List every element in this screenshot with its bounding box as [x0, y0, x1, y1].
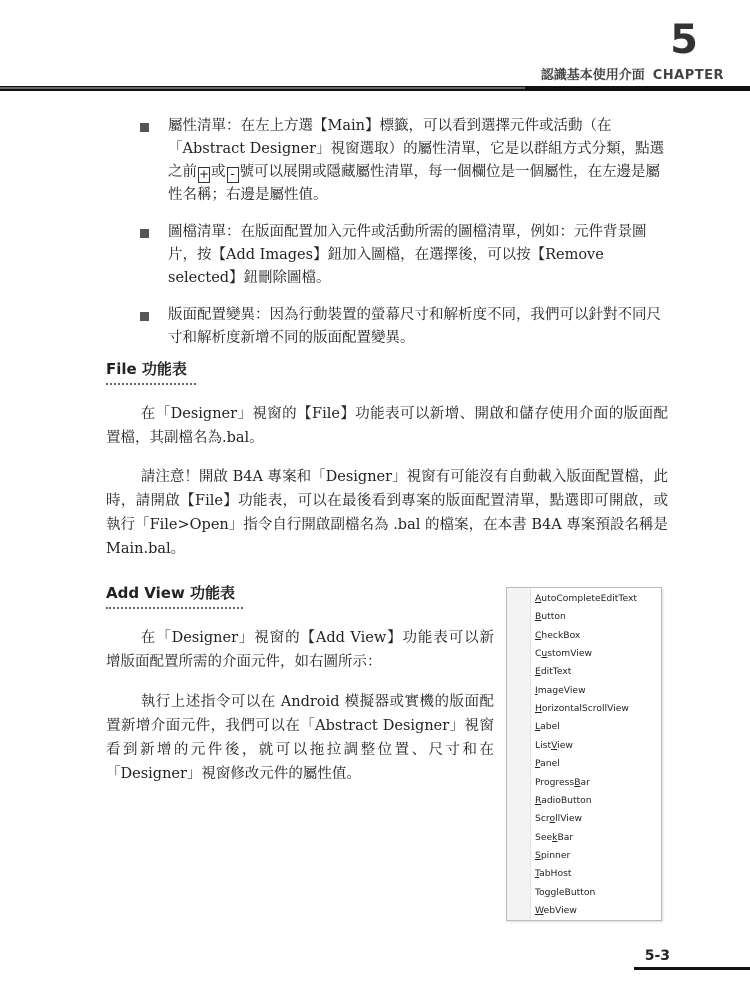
menu-item[interactable] — [535, 703, 629, 714]
addview-section-title: Add View 功能表 — [106, 584, 236, 602]
menu-item-label: P — [535, 758, 541, 770]
menu-item-label: See — [535, 831, 553, 843]
menu-item-label: llView — [555, 813, 583, 825]
menu-item-label: ar — [580, 776, 590, 788]
menu-item-label: mageView — [537, 684, 586, 696]
menu-item[interactable] — [535, 685, 586, 696]
menu-item[interactable] — [535, 630, 580, 641]
menu-item-label: orizontalScrollView — [541, 703, 629, 715]
chapter-title-bar — [541, 64, 724, 83]
heading-underline — [106, 607, 243, 609]
menu-item[interactable] — [535, 777, 590, 788]
menu-item-label: adioButton — [541, 794, 592, 806]
menu-item-label: To — [535, 886, 545, 898]
menu-item-label: C — [535, 629, 542, 641]
bullet-text: 版面配置變異：因為行動裝置的螢幕尺寸和解析度不同，我們可以針對不同尺寸和解析度新增不同的版面配置變異。 — [168, 307, 661, 346]
chapter-number: 5 — [670, 17, 698, 63]
menu-item[interactable] — [535, 905, 577, 916]
menu-item-label: I — [535, 684, 538, 696]
bullet-square-icon — [140, 312, 149, 321]
menu-item-label: Scr — [535, 813, 550, 825]
file-section-title: File 功能表 — [106, 360, 187, 378]
minus-box-icon: - — [227, 167, 239, 183]
menu-item[interactable] — [535, 666, 571, 677]
menu-item-label: utton — [541, 611, 566, 623]
menu-item-label: pinner — [540, 849, 571, 861]
plus-box-icon: + — [199, 167, 210, 181]
menu-item-label: V — [551, 739, 558, 751]
file-paragraph-1: 在「Designer」視窗的【File】功能表可以新增、開啟和儲存使用介面的版面配置檔，其副檔名為.bal。 — [106, 406, 668, 446]
menu-item[interactable] — [535, 648, 592, 659]
bullet-square-icon — [140, 229, 149, 238]
menu-item-label: g — [544, 886, 551, 898]
menu-item[interactable] — [535, 593, 637, 604]
page-number: 5-3 — [644, 948, 670, 964]
bullet-item — [138, 304, 668, 350]
addview-section-heading — [106, 582, 243, 609]
file-paragraph-2: 請注意！開啟 B4A 專案和「Designer」視窗有可能沒有自動載入版面配置檔，此時，請開啟【File】功能表，可以在最後看到專案的版面配置清單，點選即可開啟，或執行「File>Open」指令自行開啟副檔名為 .bal 的檔案，在本書 B4A 專案預設名稱是 Main.bal。 — [106, 469, 668, 557]
add-view-menu — [506, 587, 662, 921]
menu-item-label: S — [535, 849, 541, 861]
menu-item-label: u — [541, 648, 548, 660]
bullet-item — [138, 115, 668, 207]
menu-item-label: gleButton — [550, 886, 596, 898]
menu-item-label: E — [535, 666, 541, 678]
menu-item-label: List — [535, 739, 552, 751]
menu-item-label: W — [535, 904, 544, 916]
menu-item-label: o — [549, 813, 556, 825]
menu-item-label: ebView — [543, 904, 577, 916]
menu-item-label: anel — [540, 758, 560, 770]
menu-item-label: ditText — [540, 666, 572, 678]
addview-paragraph-1: 在「Designer」視窗的【Add View】功能表可以新增版面配置所需的介面元件，如右圖所示： — [106, 630, 494, 670]
menu-item-label: C — [535, 648, 542, 660]
bullet-item — [138, 221, 668, 290]
heading-underline — [106, 383, 196, 385]
menu-item-label: R — [535, 794, 542, 806]
menu-item-label: L — [535, 721, 541, 733]
menu-item[interactable] — [535, 868, 571, 879]
menu-item[interactable] — [535, 887, 595, 898]
bullet-text: 圖檔清單：在版面配置加入元件或活動所需的圖檔清單，例如：元件背景圖片，按【Add Images】鈕加入圖檔，在選擇後，可以按【Remove selected】鈕刪除圖檔。 — [168, 224, 647, 286]
menu-item[interactable] — [535, 832, 573, 843]
bullet-list — [138, 115, 668, 364]
menu-item-label: H — [535, 703, 542, 715]
menu-item-label: abel — [540, 721, 560, 733]
menu-item-label: A — [535, 593, 542, 604]
menu-item-label: abHost — [539, 868, 572, 880]
menu-item-label: T — [535, 868, 540, 880]
bullet-text: 或 — [211, 164, 226, 180]
menu-gutter — [507, 588, 531, 920]
menu-item-label: iew — [557, 739, 573, 751]
menu-item-label: k — [552, 831, 558, 843]
menu-item[interactable] — [535, 758, 560, 769]
menu-item[interactable] — [535, 740, 573, 751]
menu-item[interactable] — [535, 813, 582, 824]
addview-paragraph-2: 執行上述指令可以在 Android 模擬器或實機的版面配置新增介面元件，我們可以在「Abstract Designer」視窗看到新增的元件後，就可以拖拉調整位置、尺寸和在「Designer」視窗修改元件的屬性值。 — [106, 694, 494, 782]
chapter-label: CHAPTER — [652, 68, 724, 83]
menu-item-label: heckBox — [541, 629, 581, 641]
bullet-text: 屬性清單：在左上方選【Main】標籤，可以看到選擇元件或活動（在「Abstract Designer」視窗選取）的屬性清單，它是以群組方式分類，點選之前 — [168, 118, 665, 180]
menu-item-label: stomView — [547, 648, 593, 660]
menu-item-label: utoCompleteEditText — [541, 593, 637, 604]
chapter-title: 認識基本使用介面 — [540, 68, 645, 83]
menu-item-label: B — [535, 611, 542, 623]
bullet-text: 號可以展開或隱藏屬性清單，每一個欄位是一個屬性，在左邊是屬性名稱；右邊是屬性值。 — [168, 164, 660, 203]
menu-item[interactable] — [535, 611, 566, 622]
footer-rule — [634, 967, 750, 970]
file-section-heading — [106, 358, 196, 385]
menu-item[interactable] — [535, 850, 570, 861]
menu-item[interactable] — [535, 721, 560, 732]
menu-item-label: B — [574, 776, 581, 788]
menu-item-label: Progress — [535, 776, 575, 788]
menu-item[interactable] — [535, 795, 592, 806]
bullet-square-icon — [140, 123, 149, 132]
header-rule — [0, 86, 750, 91]
menu-item-label: Bar — [557, 831, 574, 843]
